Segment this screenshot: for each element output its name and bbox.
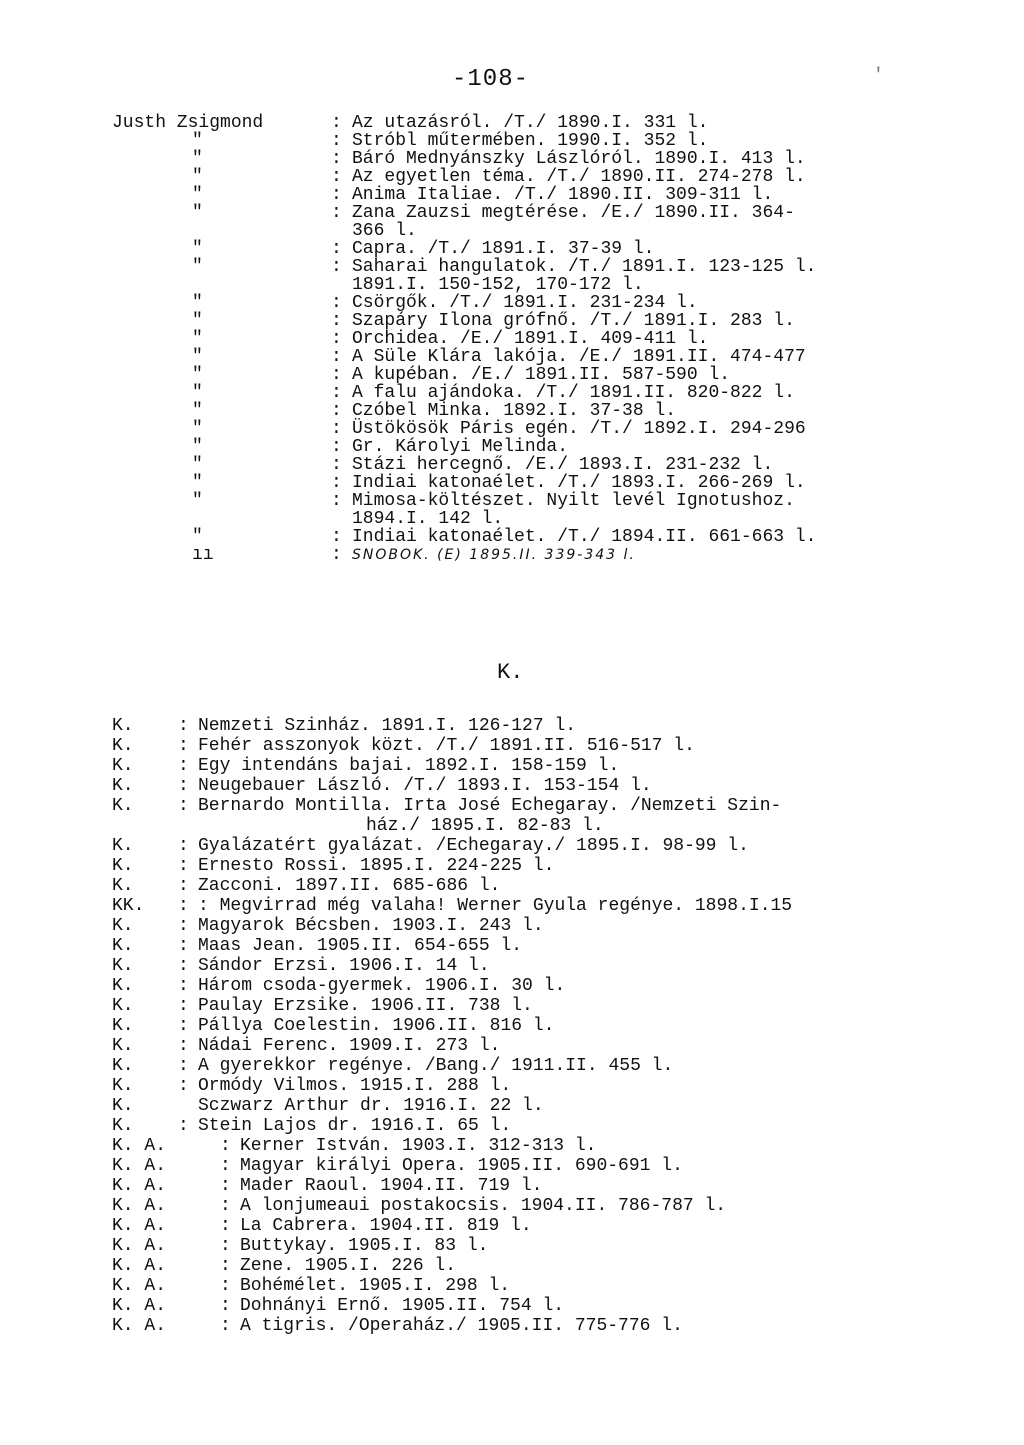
entry-prefix: K. [112,1076,134,1096]
entry-text: Magyarok Bécsben. 1903.I. 243 l. [198,916,544,936]
ka-entry-row [112,1176,902,1196]
ditto-mark: " [192,131,203,151]
colon: : [220,1216,231,1236]
entry-row [112,528,902,546]
entry-row [112,132,902,150]
entry-text: : Megvirrad még valaha! Werner Gyula regénye. 1898.I.15 [198,896,793,916]
colon: : [220,1196,231,1216]
colon: : [178,1036,189,1056]
colon: : [178,916,189,936]
entry-text: Fehér asszonyok közt. /T./ 1891.II. 516-517 l. [198,736,695,756]
ditto-mark: " [192,257,203,277]
entry-text: Neugebauer László. /T./ 1893.I. 153-154 l. [198,776,652,796]
k-entry-row [112,1116,902,1136]
colon: : [178,936,189,956]
entry-row [112,456,902,474]
entry-row [112,240,902,258]
entry-row [112,312,902,330]
ka-entry-row [112,1276,902,1296]
k-entry-row [112,876,902,896]
entry-prefix: K. [112,916,134,936]
ka-entry-row [112,1296,902,1316]
colon: : [178,716,189,736]
entry-text: Kerner István. 1903.I. 312-313 l. [240,1136,597,1156]
colon: : [331,419,342,439]
k-entry-row [112,936,902,956]
colon: : [220,1156,231,1176]
colon: : [178,996,189,1016]
ditto-mark: " [192,347,203,367]
entry-row [112,420,902,438]
ditto-mark: " [192,455,203,475]
colon: : [331,329,342,349]
colon: : [331,473,342,493]
entry-prefix: K. [112,796,134,816]
entry-row [112,348,902,366]
entry-text: Ormódy Vilmos. 1915.I. 288 l. [198,1076,512,1096]
colon: : [220,1316,231,1336]
entry-prefix: K. [112,976,134,996]
entry-row [112,492,902,510]
colon: : [178,1056,189,1076]
colon: : [331,257,342,277]
colon: : [220,1276,231,1296]
colon: : [220,1176,231,1196]
colon: : [331,239,342,259]
ditto-mark: " [192,239,203,259]
ka-entry-row [112,1156,902,1176]
entry-text: Mader Raoul. 1904.II. 719 l. [240,1176,543,1196]
ditto-mark: " [192,203,203,223]
colon: : [331,131,342,151]
colon: : [331,113,342,133]
k-entry-row [112,776,902,796]
section-heading-k: K. [497,660,524,685]
entry-prefix: K. [112,936,134,956]
colon: : [178,956,189,976]
colon: : [331,365,342,385]
entry-prefix: K. [112,716,134,736]
colon: : [178,776,189,796]
entry-text: Czóbel Minka. 1892.I. 37-38 l. [352,401,677,421]
colon: : [331,203,342,223]
entry-text: Csörgők. /T./ 1891.I. 231-234 l. [352,293,698,313]
entry-prefix: K. [112,756,134,776]
entry-prefix: K. [112,956,134,976]
ka-entry-row [112,1256,902,1276]
ka-entry-row [112,1216,902,1236]
ditto-mark: " [192,149,203,169]
entry-text: Szapáry Ilona grófnő. /T./ 1891.I. 283 l. [352,311,795,331]
k-entry-row [112,1036,902,1056]
ditto-mark: " [192,383,203,403]
entry-text: Sczwarz Arthur dr. 1916.I. 22 l. [198,1096,544,1116]
entry-row [112,294,902,312]
colon: : [331,455,342,475]
entry-prefix: K. A. [112,1236,167,1256]
entry-row [112,384,902,402]
entry-row [112,150,902,168]
entry-text: Indiai katonaélet. /T./ 1894.II. 661-663 l. [352,527,817,547]
entry-prefix: K. A. [112,1196,167,1216]
entry-continuation-row [112,816,902,836]
entry-continuation-row [112,222,902,240]
entry-continuation: ház./ 1895.I. 82-83 l. [366,816,604,836]
colon: : [178,1116,189,1136]
entry-prefix: K. [112,776,134,796]
colon: : [331,527,342,547]
entry-prefix: K. [112,736,134,756]
k-entry-row [112,716,902,736]
colon: : [220,1296,231,1316]
colon: : [220,1256,231,1276]
entry-text: Nemzeti Szinház. 1891.I. 126-127 l. [198,716,577,736]
entry-text: Üstökösök Páris egén. /T./ 1892.I. 294-296 [352,419,806,439]
entry-prefix: K. A. [112,1316,167,1336]
entry-text: Ernesto Rossi. 1895.I. 224-225 l. [198,856,555,876]
entry-text: Zana Zauzsi megtérése. /E./ 1890.II. 364- [352,203,795,223]
entry-text: A lonjumeaui postakocsis. 1904.II. 786-787 l. [240,1196,727,1216]
entry-text: Buttykay. 1905.I. 83 l. [240,1236,489,1256]
entry-prefix: K. [112,836,134,856]
entry-prefix: K. [112,1096,134,1116]
ditto-mark: " [192,167,203,187]
colon: : [331,311,342,331]
colon: : [178,796,189,816]
entry-row [112,204,902,222]
k-entry-row [112,1016,902,1036]
colon: : [331,437,342,457]
ditto-mark: " [192,527,203,547]
entry-text: A Süle Klára lakója. /E./ 1891.II. 474-477 [352,347,806,367]
ditto-mark: " [192,329,203,349]
k-entry-row [112,836,902,856]
ka-entry-row [112,1236,902,1256]
k-entry-row [112,1096,902,1116]
entry-row [112,402,902,420]
entry-text: Saharai hangulatok. /T./ 1891.I. 123-125 l. [352,257,817,277]
entry-text: Pállya Coelestin. 1906.II. 816 l. [198,1016,555,1036]
ditto-mark: " [192,473,203,493]
entry-prefix: K. [112,1036,134,1056]
ditto-mark: " [192,365,203,385]
entry-row [112,114,902,132]
entry-prefix: K. A. [112,1276,167,1296]
entry-row [112,366,902,384]
entry-text: Indiai katonaélet. /T./ 1893.I. 266-269 l. [352,473,806,493]
entry-text: A gyerekkor regénye. /Bang./ 1911.II. 455 l. [198,1056,674,1076]
entry-prefix: K. [112,1056,134,1076]
entry-text: Capra. /T./ 1891.I. 37-39 l. [352,239,655,259]
entry-text: Az utazásról. /T./ 1890.I. 331 l. [352,113,709,133]
entry-row [112,438,902,456]
entry-text: Nádai Ferenc. 1909.I. 273 l. [198,1036,501,1056]
k-entry-row [112,996,902,1016]
entry-text: Orchidea. /E./ 1891.I. 409-411 l. [352,329,709,349]
entry-text: Magyar királyi Opera. 1905.II. 690-691 l. [240,1156,683,1176]
entry-prefix: K. [112,876,134,896]
colon: : [331,149,342,169]
ditto-mark: " [192,293,203,313]
entry-row [112,258,902,276]
entry-row [112,168,902,186]
entry-prefix: K. A. [112,1176,167,1196]
k-entry-row [112,956,902,976]
ditto-mark: ıı [192,545,214,565]
k-entry-row [112,916,902,936]
k-entry-row [112,796,902,816]
entry-text: Maas Jean. 1905.II. 654-655 l. [198,936,523,956]
entry-prefix: K. A. [112,1256,167,1276]
entry-row [112,546,902,564]
ditto-mark: " [192,401,203,421]
colon: : [178,856,189,876]
k-entry-row [112,1076,902,1096]
entry-text: Egy intendáns bajai. 1892.I. 158-159 l. [198,756,620,776]
entry-text: A kupéban. /E./ 1891.II. 587-590 l. [352,365,731,385]
entry-text: Bernardo Montilla. Irta José Echegaray. /Nemzeti Szin- [198,796,782,816]
colon: : [331,347,342,367]
entry-text: Anima Italiae. /T./ 1890.II. 309-311 l. [352,185,774,205]
entry-continuation: 366 l. [352,221,417,241]
entry-text: Három csoda-gyermek. 1906.I. 30 l. [198,976,566,996]
entry-prefix: K. A. [112,1216,167,1236]
entry-text: Stróbl műtermében. 1990.I. 352 l. [352,131,709,151]
entry-text: A falu ajándoka. /T./ 1891.II. 820-822 l. [352,383,795,403]
colon: : [220,1236,231,1256]
entry-continuation-row [112,510,902,528]
entry-row [112,330,902,348]
entry-prefix: KK. [112,896,145,916]
colon: : [331,383,342,403]
colon: : [331,491,342,511]
colon: : [220,1136,231,1156]
entry-text: Stázi hercegnő. /E./ 1893.I. 231-232 l. [352,455,774,475]
entry-text: SNOBOK. (E) 1895.II. 339-343 l. [352,547,636,563]
entry-row [112,474,902,492]
ditto-mark: " [192,437,203,457]
k-entry-row [112,856,902,876]
colon: : [331,185,342,205]
entry-prefix: K. [112,996,134,1016]
entry-text: Az egyetlen téma. /T./ 1890.II. 274-278 l. [352,167,806,187]
ditto-mark: " [192,311,203,331]
k-entry-row [112,1056,902,1076]
k-entry-row [112,736,902,756]
ditto-mark: " [192,419,203,439]
entry-prefix: K. A. [112,1296,167,1316]
page-number: -108- [452,66,530,93]
entry-prefix: K. [112,856,134,876]
entry-text: Stein Lajos dr. 1916.I. 65 l. [198,1116,512,1136]
entry-text: Dohnányi Ernő. 1905.II. 754 l. [240,1296,565,1316]
entry-row [112,186,902,204]
colon: : [331,293,342,313]
author-name: Justh Zsigmond [112,113,264,133]
entry-text: Gr. Károlyi Melinda. [352,437,569,457]
entry-text: Mimosa-költészet. Nyilt levél Ignotushoz. [352,491,795,511]
entry-continuation: 1891.I. 150-152, 170-172 l. [352,275,644,295]
justh-bibliography [112,114,902,564]
colon: : [178,756,189,776]
colon: : [178,1016,189,1036]
entry-prefix: K. [112,1116,134,1136]
colon: : [331,167,342,187]
k-entry-row [112,976,902,996]
colon: : [178,1076,189,1096]
colon: : [178,976,189,996]
entry-text: Zacconi. 1897.II. 685-686 l. [198,876,501,896]
entry-text: Zene. 1905.I. 226 l. [240,1256,457,1276]
entry-text: Paulay Erzsike. 1906.II. 738 l. [198,996,533,1016]
entry-text: A tigris. /Operaház./ 1905.II. 775-776 l. [240,1316,683,1336]
entry-continuation: 1894.I. 142 l. [352,509,504,529]
colon: : [331,545,342,565]
ka-entry-row [112,1316,902,1336]
entry-prefix: K. A. [112,1156,167,1176]
colon: : [178,836,189,856]
colon: : [331,401,342,421]
ditto-mark: " [192,491,203,511]
entry-text: Sándor Erzsi. 1906.I. 14 l. [198,956,490,976]
k-entry-row [112,756,902,776]
k-entry-row [112,896,902,916]
entry-prefix: K. [112,1016,134,1036]
entry-text: Báró Mednyánszky Lászlóról. 1890.I. 413 l. [352,149,806,169]
colon: : [178,896,189,916]
entry-text: Bohémélet. 1905.I. 298 l. [240,1276,511,1296]
ka-entry-row [112,1136,902,1156]
entry-continuation-row [112,276,902,294]
colon: : [178,876,189,896]
ditto-mark: " [192,185,203,205]
ka-entry-row [112,1196,902,1216]
stray-mark: ' [873,66,884,86]
colon: : [178,736,189,756]
entry-text: La Cabrera. 1904.II. 819 l. [240,1216,532,1236]
k-bibliography [112,716,902,1336]
entry-text: Gyalázatért gyalázat. /Echegaray./ 1895.I. 98-99 l. [198,836,749,856]
entry-prefix: K. A. [112,1136,167,1156]
